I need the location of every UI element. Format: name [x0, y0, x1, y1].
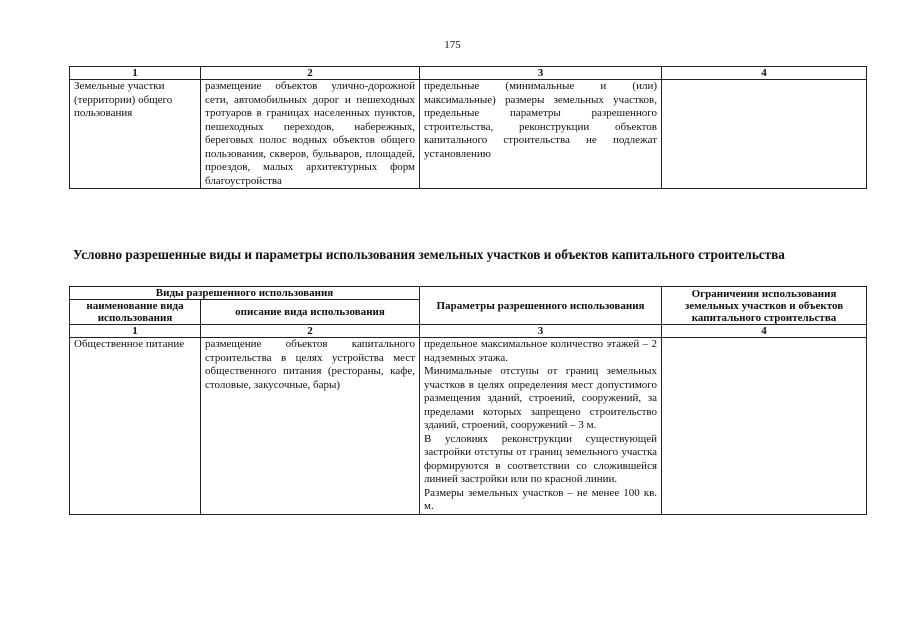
- header-use-description: описание вида использования: [201, 300, 420, 325]
- column-number: 3: [420, 325, 662, 338]
- parameter-paragraph: Размеры земельных участков – не менее 100 кв. м.: [424, 486, 658, 512]
- parameter-paragraph: Минимальные отступы от границ земельных участков в целях определения мест допустимого размещения зданий, строений, сооружений, за пределами которых запрещено строительство зданий, строений, сооружений – 3 м.: [424, 365, 658, 431]
- use-name-cell: Земельные участки (территории) общего пользования: [70, 80, 201, 189]
- table-row: [70, 338, 867, 515]
- section-heading: Условно разрешенные виды и параметры использования земельных участков и объектов капитального строительства: [73, 247, 785, 262]
- column-number: 4: [662, 67, 867, 80]
- column-number: 4: [662, 325, 867, 338]
- use-parameters-cell: [420, 338, 662, 515]
- use-name-cell: Общественное питание: [70, 338, 201, 515]
- header-parameters: Параметры разрешенного использования: [420, 287, 662, 325]
- column-number: 1: [70, 67, 201, 80]
- parameter-paragraph: В условиях реконструкции существующей застройки отступы от границ земельного участка формируются в соответствии со сложившейся линией застройки или по красной линии.: [424, 432, 658, 485]
- column-number: 2: [201, 67, 420, 80]
- table-conditional-uses: [69, 286, 867, 515]
- use-restrictions-cell: [662, 338, 867, 515]
- column-number-row: [70, 67, 867, 80]
- table-row: [70, 80, 867, 189]
- column-number: 2: [201, 325, 420, 338]
- column-number: 3: [420, 67, 662, 80]
- use-parameters-cell: предельные (минимальные и (или) максимальные) размеры земельных участков, предельные параметры разрешенного строительства, реконструкции объектов капитального строительства не подлежат установлению: [420, 80, 662, 189]
- page-number: 175: [444, 39, 461, 51]
- header-row: [70, 287, 867, 300]
- header-restrictions: Ограничения использования земельных участков и объектов капитального строительства: [662, 287, 867, 325]
- table-permitted-uses-continued: [69, 66, 867, 189]
- use-description-cell: размещение объектов улично-дорожной сети, автомобильных дорог и пешеходных тротуаров в границах населенных пунктов, пешеходных переходов, набережных, береговых полос водных объектов общего пользования, скверов, бульваров, площадей, проездов, малых архитектурных форм благоустройства: [201, 80, 420, 189]
- column-number-row: [70, 325, 867, 338]
- header-use-types: Виды разрешенного использования: [70, 287, 420, 300]
- parameter-paragraph: предельное максимальное количество этажей – 2 надземных этажа.: [424, 338, 658, 364]
- use-description-cell: размещение объектов капитального строительства в целях устройства мест общественного питания (рестораны, кафе, столовые, закусочные, бары): [201, 338, 420, 515]
- header-use-name: наименование вида использования: [70, 300, 201, 325]
- column-number: 1: [70, 325, 201, 338]
- use-restrictions-cell: [662, 80, 867, 189]
